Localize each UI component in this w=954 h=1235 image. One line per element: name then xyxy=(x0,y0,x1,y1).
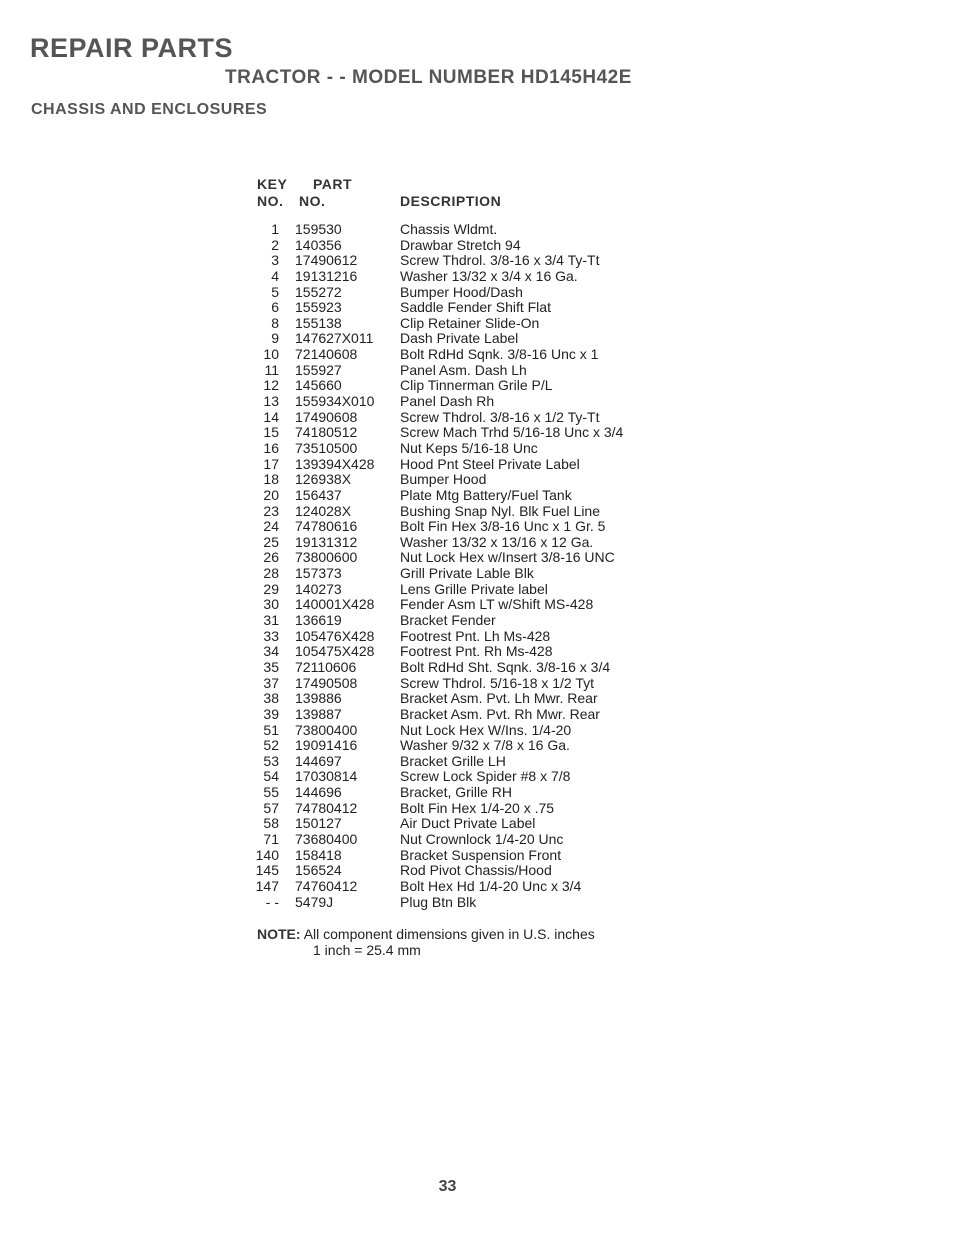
part-description: Washer 9/32 x 7/8 x 16 Ga. xyxy=(400,737,570,754)
part-key: 1 xyxy=(271,221,279,237)
part-key: 3 xyxy=(271,252,279,269)
part-key: 53 xyxy=(263,752,279,769)
part-key: 34 xyxy=(263,643,279,660)
part-number: 140001X428 xyxy=(295,596,375,613)
part-key: 28 xyxy=(263,565,279,582)
part-key: 55 xyxy=(263,784,279,801)
column-header-part: PART xyxy=(313,176,353,192)
part-number: 73680400 xyxy=(295,830,358,847)
part-number: 140356 xyxy=(295,236,342,253)
part-number: 105475X428 xyxy=(295,643,375,660)
part-key: 39 xyxy=(263,705,279,722)
part-description: Bracket Grille LH xyxy=(400,752,506,769)
part-description: Footrest Pnt. Rh Ms-428 xyxy=(400,643,553,660)
part-description: Nut Lock Hex W/Ins. 1/4-20 xyxy=(400,721,572,738)
part-description: Panel Dash Rh xyxy=(400,393,495,410)
part-key: 33 xyxy=(263,627,279,644)
part-number: 155927 xyxy=(295,361,342,378)
part-description: Fender Asm LT w/Shift MS-428 xyxy=(400,596,594,613)
part-key: 30 xyxy=(263,596,279,613)
part-number: 150127 xyxy=(295,815,342,832)
part-number: 73510500 xyxy=(295,439,358,456)
part-number: 145660 xyxy=(295,377,342,394)
part-key: 18 xyxy=(263,471,279,488)
part-number: 136619 xyxy=(295,612,342,629)
part-number: 74780412 xyxy=(295,799,358,816)
part-key: 26 xyxy=(263,549,279,566)
part-description: Bracket Asm. Pvt. Lh Mwr. Rear xyxy=(400,690,598,707)
part-description: Plug Btn Blk xyxy=(400,893,477,910)
part-key: 37 xyxy=(263,674,279,691)
part-key: 35 xyxy=(263,658,279,675)
part-number: 72140608 xyxy=(295,346,358,363)
part-key: 5 xyxy=(271,283,279,300)
part-number: 17490612 xyxy=(295,252,358,269)
part-description: Nut Crownlock 1/4-20 Unc xyxy=(400,830,564,847)
part-number: 19131216 xyxy=(295,267,358,284)
column-header-part-no: NO. xyxy=(299,193,326,209)
part-key: 2 xyxy=(271,236,279,253)
part-description: Dash Private Label xyxy=(400,330,519,347)
part-number: 19131312 xyxy=(295,533,358,550)
part-number: 73800400 xyxy=(295,721,358,738)
part-description: Footrest Pnt. Lh Ms-428 xyxy=(400,627,551,644)
part-description: Bolt RdHd Sqnk. 3/8-16 Unc x 1 xyxy=(400,346,599,363)
part-number: 124028X xyxy=(295,502,352,519)
page-number: 33 xyxy=(438,1178,457,1195)
part-number: 155272 xyxy=(295,283,342,300)
part-number: 156437 xyxy=(295,486,342,503)
part-key: 23 xyxy=(263,502,279,519)
part-number: 19091416 xyxy=(295,737,358,754)
part-description: Screw Mach Trhd 5/16-18 Unc x 3/4 xyxy=(400,424,624,441)
part-number: 73800600 xyxy=(295,549,358,566)
part-key: 24 xyxy=(263,518,279,535)
part-key: 31 xyxy=(263,612,279,629)
part-key: 14 xyxy=(263,408,279,425)
part-key: - - xyxy=(265,893,279,910)
part-number: 155138 xyxy=(295,314,342,331)
part-description: Plate Mtg Battery/Fuel Tank xyxy=(400,486,572,503)
part-description: Rod Pivot Chassis/Hood xyxy=(400,862,552,879)
part-key: 20 xyxy=(263,486,279,503)
part-number: 72110606 xyxy=(295,658,357,675)
part-number: 126938X xyxy=(295,471,352,488)
part-description: Bumper Hood/Dash xyxy=(400,283,523,300)
page-title: REPAIR PARTS xyxy=(30,33,234,63)
part-key: 29 xyxy=(263,580,279,597)
part-key: 147 xyxy=(255,877,279,894)
part-key: 4 xyxy=(271,267,279,284)
part-number: 74760412 xyxy=(295,877,358,894)
part-description: Bracket Asm. Pvt. Rh Mwr. Rear xyxy=(400,705,600,722)
part-key: 25 xyxy=(263,533,279,550)
part-description: Bushing Snap Nyl. Blk Fuel Line xyxy=(400,502,600,519)
part-description: Clip Tinnerman Grile P/L xyxy=(400,377,553,394)
part-key: 140 xyxy=(255,846,279,863)
part-key: 10 xyxy=(263,346,279,363)
part-description: Grill Private Lable Blk xyxy=(400,565,534,582)
part-description: Screw Lock Spider #8 x 7/8 xyxy=(400,768,571,785)
part-number: 139886 xyxy=(295,690,342,707)
section-title: CHASSIS AND ENCLOSURES xyxy=(31,101,268,118)
part-number: 156524 xyxy=(295,862,342,879)
part-description: Screw Thdrol. 3/8-16 x 3/4 Ty-Tt xyxy=(400,252,600,269)
part-description: Panel Asm. Dash Lh xyxy=(400,361,527,378)
part-key: 8 xyxy=(271,314,279,331)
part-key: 13 xyxy=(263,393,279,410)
part-number: 147627X011 xyxy=(295,330,374,347)
part-description: Nut Lock Hex w/Insert 3/8-16 UNC xyxy=(400,549,615,566)
column-header-key-no: NO. xyxy=(257,193,284,209)
part-number: 159530 xyxy=(295,221,342,237)
part-key: 38 xyxy=(263,690,279,707)
note-line-2: 1 inch = 25.4 mm xyxy=(313,942,421,958)
part-description: Clip Retainer Slide-On xyxy=(400,314,540,331)
part-number: 17490608 xyxy=(295,408,358,425)
part-key: 17 xyxy=(263,455,279,472)
part-number: 139394X428 xyxy=(295,455,375,472)
note-line-1 xyxy=(257,926,595,942)
part-description: Bolt RdHd Sht. Sqnk. 3/8-16 x 3/4 xyxy=(400,658,611,675)
part-description: Lens Grille Private label xyxy=(400,580,548,597)
part-key: 12 xyxy=(263,377,279,394)
part-key: 54 xyxy=(263,768,279,785)
part-description: Washer 13/32 x 3/4 x 16 Ga. xyxy=(400,267,578,284)
note-label: NOTE: xyxy=(257,926,301,942)
part-key: 9 xyxy=(271,330,279,347)
part-key: 71 xyxy=(263,830,279,847)
part-number: 74180512 xyxy=(295,424,358,441)
part-key: 6 xyxy=(271,299,279,316)
part-description: Chassis Wldmt. xyxy=(400,221,498,237)
part-description: Bracket, Grille RH xyxy=(400,784,513,801)
part-key: 145 xyxy=(255,862,279,879)
part-key: 16 xyxy=(263,439,279,456)
part-description: Bracket Fender xyxy=(400,612,496,629)
page-subtitle: TRACTOR - - MODEL NUMBER HD145H42E xyxy=(225,67,632,88)
part-description: Nut Keps 5/16-18 Unc xyxy=(400,439,538,456)
part-description: Bolt Hex Hd 1/4-20 Unc x 3/4 xyxy=(400,877,582,894)
part-description: Bolt Fin Hex 1/4-20 x .75 xyxy=(400,799,555,816)
part-number: 139887 xyxy=(295,705,342,722)
part-description: Drawbar Stretch 94 xyxy=(400,236,521,253)
part-number: 5479J xyxy=(295,893,334,910)
part-key: 15 xyxy=(263,424,279,441)
part-key: 58 xyxy=(263,815,279,832)
part-number: 17030814 xyxy=(295,768,358,785)
part-description: Bolt Fin Hex 3/8-16 Unc x 1 Gr. 5 xyxy=(400,518,606,535)
part-key: 11 xyxy=(264,361,279,378)
part-description: Bumper Hood xyxy=(400,471,487,488)
part-number: 157373 xyxy=(295,565,342,582)
note-text: All component dimensions given in U.S. inches xyxy=(303,926,595,942)
part-number: 140273 xyxy=(295,580,342,597)
part-description: Hood Pnt Steel Private Label xyxy=(400,455,580,472)
part-number: 105476X428 xyxy=(295,627,375,644)
part-number: 17490508 xyxy=(295,674,358,691)
part-number: 144697 xyxy=(295,752,342,769)
part-number: 158418 xyxy=(295,846,342,863)
part-description: Screw Thdrol. 5/16-18 x 1/2 Tyt xyxy=(400,674,595,691)
part-number: 144696 xyxy=(295,784,342,801)
part-description: Washer 13/32 x 13/16 x 12 Ga. xyxy=(400,533,594,550)
part-number: 74780616 xyxy=(295,518,358,535)
part-key: 51 xyxy=(263,721,279,738)
part-key: 52 xyxy=(263,737,279,754)
column-header-key: KEY xyxy=(257,176,288,192)
part-description: Saddle Fender Shift Flat xyxy=(400,299,551,316)
part-number: 155923 xyxy=(295,299,342,316)
part-number: 155934X010 xyxy=(295,393,375,410)
note xyxy=(257,926,595,958)
part-key: 57 xyxy=(263,799,279,816)
column-header-description: DESCRIPTION xyxy=(400,193,502,209)
part-description: Bracket Suspension Front xyxy=(400,846,562,863)
part-description: Air Duct Private Label xyxy=(400,815,536,832)
part-description: Screw Thdrol. 3/8-16 x 1/2 Ty-Tt xyxy=(400,408,600,425)
